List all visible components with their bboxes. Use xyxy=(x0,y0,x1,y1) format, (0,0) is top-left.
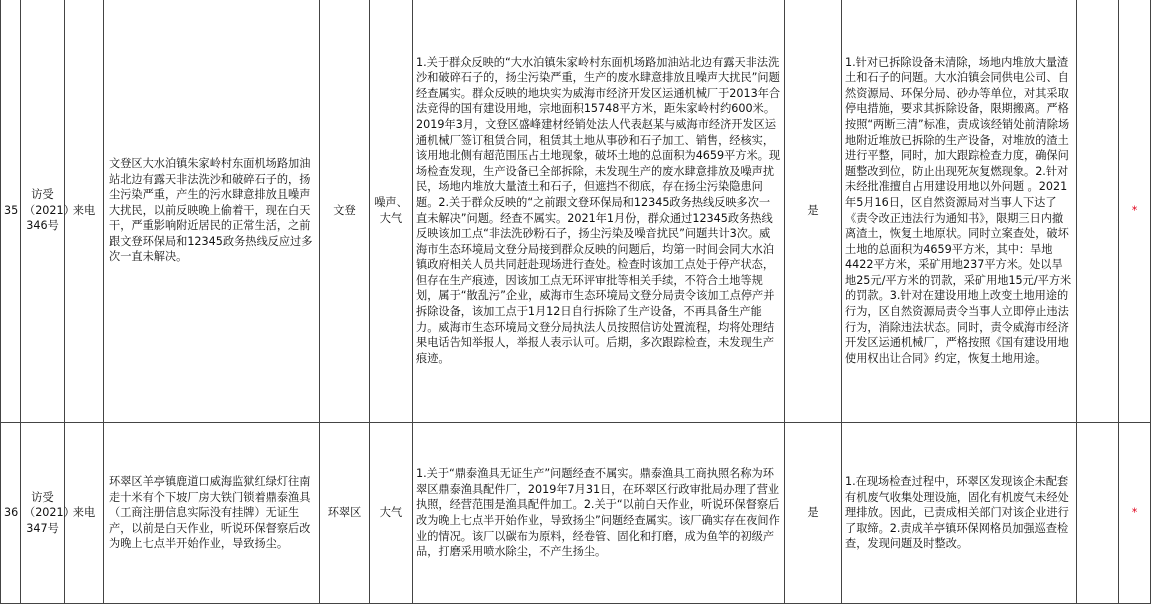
case-number-cell: 访受（2021）347号 xyxy=(21,423,65,604)
findings-cell: 1.关于“鼎泰渔具无证生产”问题经查不属实。鼎泰渔具工商执照名称为环翠区鼎泰渔具配件厂，2019年7月31日，在环翠区行政审批局办理了营业执照，经营范围是渔具配件加工。2.关于“以前白天作业，听说环保督察后改为晚上七点半开始作业，导致扬尘”问题经查属实。该厂确实存在夜间作业的情况。该厂以碳布为原料，经卷管、固化和打磨，成为鱼竿的初级产品，打磨采用喷水除尘，不产生扬尘。 xyxy=(413,423,785,604)
district-cell: 环翠区 xyxy=(320,423,370,604)
complaint-cell: 文登区大水泊镇朱家岭村东面机场路加油站北边有露天非法洗沙和破碎石子的，扬尘污染严重，产生的污水肆意排放且噪声大扰民，以前反映晚上偷着干，现在白天干，严重影响附近居民的正常生活，之前跟文登环保局和12345政务热线反应过多次一直未解决。 xyxy=(104,0,320,423)
pollution-type-cell: 大气 xyxy=(370,423,413,604)
district-cell: 文登 xyxy=(320,0,370,423)
channel-cell: 来电 xyxy=(65,423,104,604)
actions-cell: 1.针对已拆除设备未清除，场地内堆放大量渣土和石子的问题。大水泊镇会同供电公司、自然资源局、环保分局、砂办等单位，对其采取停电措施，要求其拆除设备，限期搬离。严格按照“两断三清”标准，责成该经销处前清除场地附近堆放已拆除的生产设备，对堆放的渣土进行平整，同时，加大跟踪检查力度，确保问题整改到位，防止出现死灰复燃现象。2.针对未经批准擅自占用建设用地以外问题 。2021年5月16日，区自然资源局对当事人下达了《责令改正违法行为通知书》，限期三日内撤离渣土，恢复土地原状。同时立案查处，破坏土地的总面积为4659平方米，其中：旱地4422平方米，采矿用地237平方米。处以旱地25元/平方米的罚款，采矿用地15元/平方米的罚款。3.针对在建设用地上改变土地用途的行为，区自然资源局责令当事人立即停止违法行为，消除违法状态。同时，责令威海市经济开发区运通机械厂，严格按照《国有建设用地使用权出让合同》约定，恢复土地用途。 xyxy=(842,0,1077,423)
seq-cell: 36 xyxy=(1,423,21,604)
complaint-cell: 环翠区羊亭镇鹿道口威海监狱红绿灯往南走十米有个下坡厂房大铁门锁着鼎泰渔具（工商注册信息实际没有挂牌）无证生产，以前是白天作业，听说环保督察后改为晚上七点半开始作业，导致扬尘。 xyxy=(104,423,320,604)
table-row xyxy=(1,0,1151,423)
case-number-cell: 访受（2021）346号 xyxy=(21,0,65,423)
mark-cell: * xyxy=(1119,423,1151,604)
verified-cell: 是 xyxy=(785,0,842,423)
blank-cell xyxy=(1077,0,1119,423)
blank-cell xyxy=(1077,423,1119,604)
actions-cell: 1.在现场检查过程中，环翠区发现该企未配套有机废气收集处理设施，固化有机废气未经处理排放。因此，已责成相关部门对该企业进行了取缔。2.责成羊亭镇环保网格员加强巡查检查，发现问题及时整改。 xyxy=(842,423,1077,604)
pollution-type-cell: 噪声、大气 xyxy=(370,0,413,423)
findings-cell: 1.关于群众反映的“大水泊镇朱家岭村东面机场路加油站北边有露天非法洗沙和破碎石子的，扬尘污染严重，生产的废水肆意排放且噪声大扰民”问题经查属实。群众反映的地块实为威海市经济开发区运通机械厂于2013年合法竞得的国有建设用地，宗地面积15748平方米，距朱家岭村约600米。2019年3月，文登区盛峰建材经销处法人代表赵某与威海市经济开发区运通机械厂签订租赁合同，租赁其土地从事砂和石子加工、销售，经核实，该用地北侧有超范围压占土地现象，破坏土地的总面积为4659平方米。现场检查发现，生产设备已全部拆除，未发现生产的废水肆意排放及噪声扰民，场地内堆放大量渣土和石子，但遮挡不彻底，存在扬尘污染隐患问题。2.关于群众反映的“之前跟文登环保局和12345政务热线反映多次一直未解决”问题。经查不属实。2021年1月份，群众通过12345政务热线反映该加工点“非法洗砂粉石子，扬尘污染及噪音扰民”问题共计3次。威海市生态环境局文登分局接到群众反映的问题后，均第一时间会同大水泊镇政府相关人员共同赶赴现场进行查处。检查时该加工点处于停产状态，但存在生产痕迹，因该加工点无环评审批等相关手续，不符合土地等规划，属于“散乱污”企业，威海市生态环境局文登分局责令该加工点停产并拆除设备，该加工点于1月12日自行拆除了生产设备，不再具备生产能力。威海市生态环境局文登分局执法人员按照信访处置流程，均将处理结果电话告知举报人，举报人表示认可。后期，多次跟踪检查，未发现生产痕迹。 xyxy=(413,0,785,423)
channel-cell: 来电 xyxy=(65,0,104,423)
mark-cell: * xyxy=(1119,0,1151,423)
table-row xyxy=(1,423,1151,604)
verified-cell: 是 xyxy=(785,423,842,604)
seq-cell: 35 xyxy=(1,0,21,423)
